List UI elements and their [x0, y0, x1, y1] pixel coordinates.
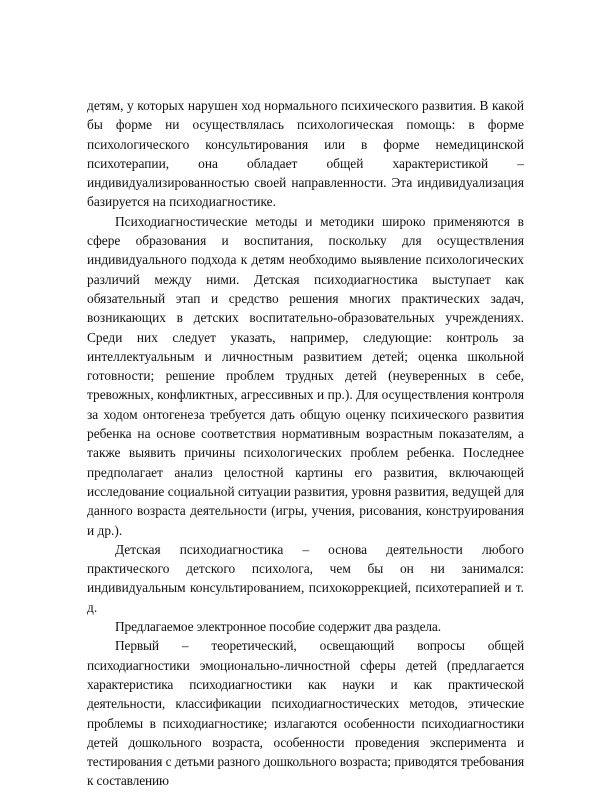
paragraph-intro-continuation: детям, у которых нарушен ход нормального психического развития. В какой бы форме ни осуществлялась психологическая помощь: в форме психологического консультирования или в форме немедицинской психотерапии, она обладает общей характеристикой – индивидуализированностью своей направленности. Эта индивидуализация базируется на психодиагностике. [87, 98, 524, 210]
body-text [87, 96, 524, 791]
paragraph-psychodiagnostic-methods: Психодиагностические методы и методики широко применяются в сфере образования и воспитания, поскольку для осуществления индивидуального подхода к детям необходимо выявление психологических различий между ними. Детская психодиагностика выступает как обязательный этап и средство решения многих практических задач, возникающих в детских воспитательно-образовательных учреждениях. Среди них следует указать, например, следующие: контроль за интеллектуальным и личностным развитием детей; оценка школьной готовности; решение проблем трудных детей (неуверенных в себе, тревожных, конфликтных, агрессивных и пр.). Для осуществления контроля за ходом онтогенеза требуется дать общую оценку психического развития ребенка на основе соответствия нормативным возрастным показателям, а также выявить причины психологических проблем ребенка. Последнее предполагает анализ целостной картины его развития, включающей исследование социальной ситуации развития, уровня развития, ведущей для данного возраста деятельности (игры, учения, рисования, конструирования и др.). [87, 213, 524, 538]
paragraph-first-section: Первый – теоретический, освещающий вопросы общей психодиагностики эмоционально-личностной сферы детей (предлагается характеристика психодиагностики как науки и как практической деятельности, классификации психодиагностических методов, этические проблемы в психодиагностике; излагаются особенности психодиагностики детей дошкольного возраста, особенности проведения эксперимента и тестирования с детьми разного дошкольного возраста; приводятся требования к составлению [87, 638, 524, 789]
paragraph-manual-sections: Предлагаемое электронное пособие содержит два раздела. [115, 619, 441, 635]
paragraph-child-psychodiagnostics: Детская психодиагностика – основа деятельности любого практического детского психолога, чем бы он ни занимался: индивидуальным консультированием, психокоррекцией, психотерапией и т. д. [87, 541, 524, 615]
